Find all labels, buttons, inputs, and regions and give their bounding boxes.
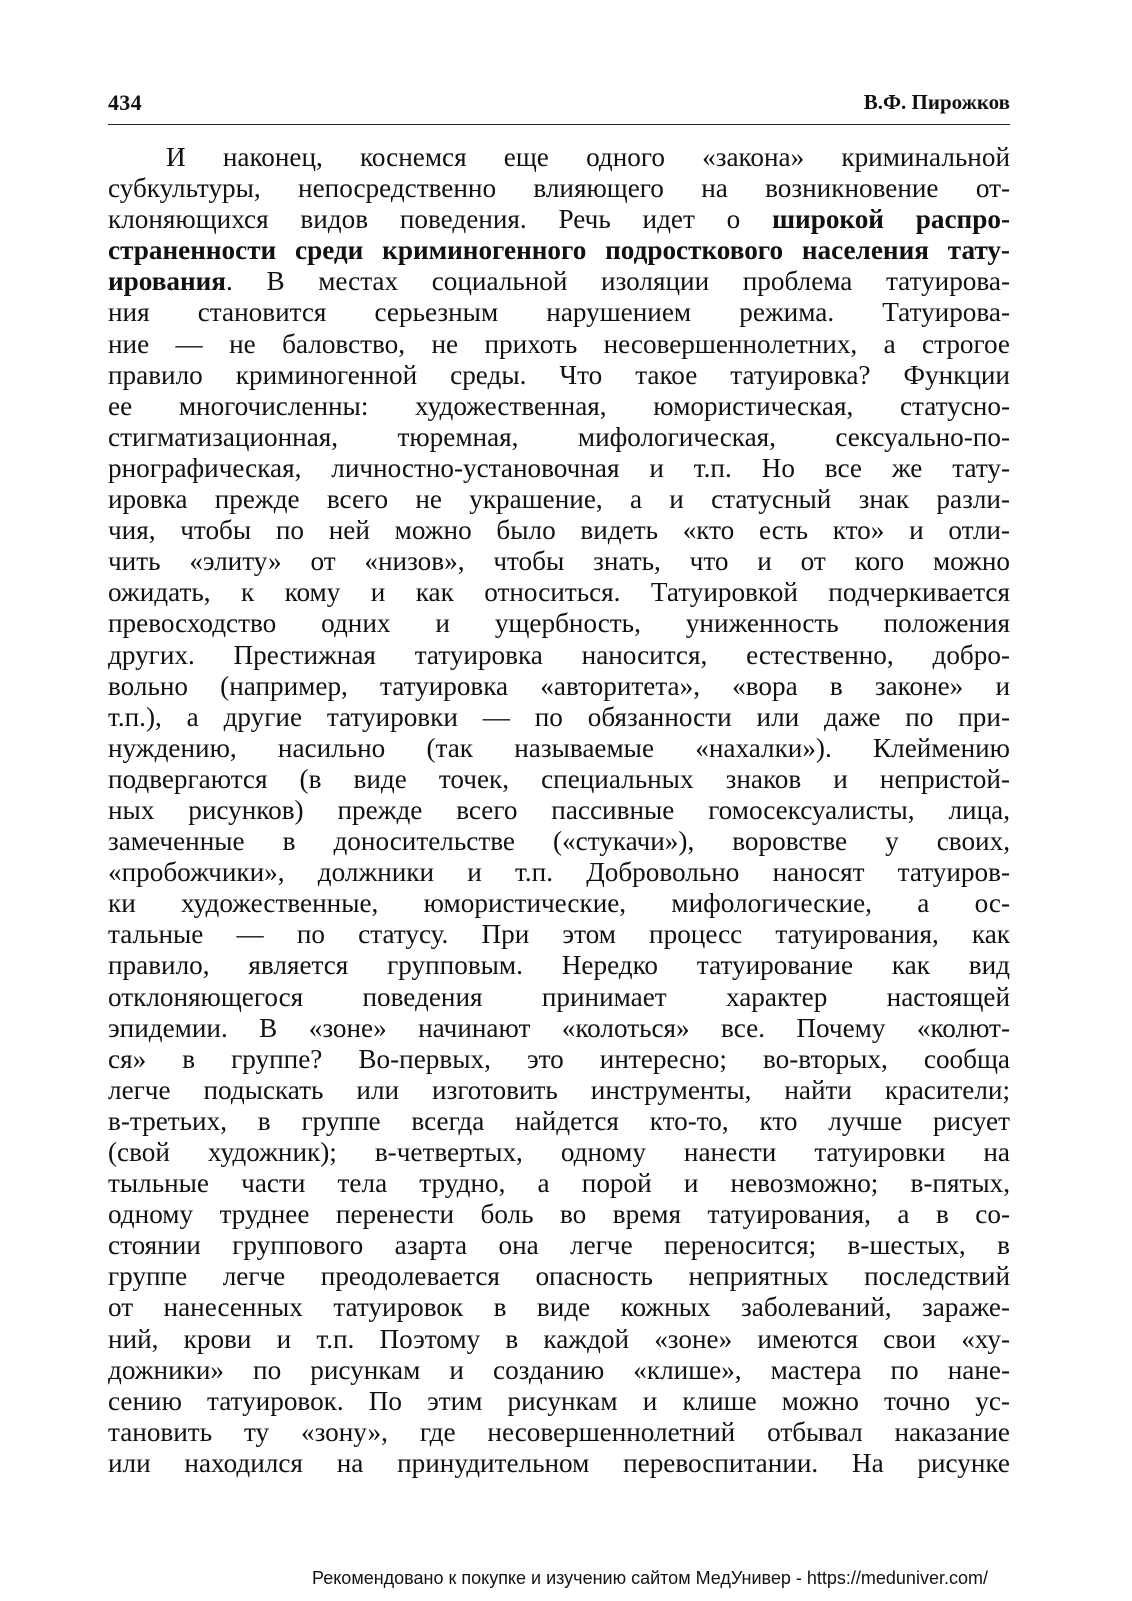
text-segment: стигматизационная, тюремная, мифологическая, сексуально-по- [108,421,1010,452]
text-line [108,422,1010,453]
text-line [108,453,1010,484]
bold-text-segment: широкой распро- [772,204,1010,235]
text-segment: тановить ту «зону», где несовершеннолетний отбывал наказание [108,1416,1010,1447]
text-line [108,702,1010,733]
text-segment: ния становится серьезным нарушением режима. Татуирова- [108,297,1010,328]
text-segment: чия, чтобы по ней можно было видеть «кто есть кто» и отли- [108,515,1010,546]
text-line [108,1106,1010,1137]
text-segment: других. Престижная татуировка наносится, естественно, добро- [108,639,1010,670]
text-line [108,608,1010,639]
text-line [108,857,1010,888]
text-line [108,391,1010,422]
text-line [108,577,1010,608]
text-line [108,1168,1010,1199]
text-line [108,826,1010,857]
text-segment: чить «элиту» от «низов», чтобы знать, что и от кого можно [108,546,1010,577]
text-segment: . В местах социальной изоляции проблема татуирова- [226,266,1010,297]
text-line [108,640,1010,671]
text-segment: ее многочисленны: художественная, юмористическая, статусно- [108,390,1010,421]
text-line [108,1448,1010,1479]
text-line [108,1355,1010,1386]
text-segment: эпидемии. В «зоне» начинают «колоться» все. Почему «колют- [108,1012,1010,1043]
text-line [108,733,1010,764]
text-segment: замеченные в доносительстве («стукачи»), воровстве у своих, [108,826,1010,857]
text-line [108,173,1010,204]
text-line [108,982,1010,1013]
text-line [108,142,1010,173]
text-line [108,1261,1010,1292]
text-segment: нуждению, насильно (так называемые «нахалки»). Клеймению [108,732,1010,763]
text-segment: легче подыскать или изготовить инструменты, найти красители; [108,1074,1010,1105]
text-segment: тыльные части тела трудно, а порой и невозможно; в-пятых, [108,1168,1010,1199]
text-segment: ожидать, к кому и как относиться. Татуировкой подчеркивается [108,577,1010,608]
text-segment: ных рисунков) прежде всего пассивные гомосексуалисты, лица, [108,794,1010,825]
text-segment: ки художественные, юмористические, мифологические, а ос- [108,888,1010,919]
text-line [108,1044,1010,1075]
text-line [108,1230,1010,1261]
text-segment: или находился на принудительном перевоспитании. На рисунке [108,1447,1010,1478]
text-line [108,204,1010,235]
text-segment: субкультуры, непосредственно влияющего на возникновение от- [108,173,1010,204]
text-line [108,1013,1010,1044]
text-line [108,1292,1010,1323]
text-segment: одному труднее перенести боль во время татуирования, а в со- [108,1199,1010,1230]
text-line [108,671,1010,702]
bold-text-segment: ирования [108,266,227,297]
text-segment: «пробожчики», должники и т.п. Добровольно наносят татуиров- [108,857,1010,888]
text-line [108,919,1010,950]
text-segment: ся» в группе? Во-первых, это интересно; во-вторых, сообща [108,1043,1010,1074]
text-line [108,546,1010,577]
text-segment: превосходство одних и ущербность, униженность положения [108,608,1010,639]
text-line [108,360,1010,391]
text-line [108,1075,1010,1106]
text-segment: группе легче преодолевается опасность неприятных последствий [108,1261,1010,1292]
text-segment: ний, крови и т.п. Поэтому в каждой «зоне» имеются свои «ху- [108,1323,1010,1354]
text-line [108,329,1010,360]
text-segment: т.п.), а другие татуировки — по обязанности или даже по при- [108,701,1010,732]
text-line [108,888,1010,919]
text-segment: тальные — по статусу. При этом процесс татуирования, как [108,919,1010,950]
text-segment: правило криминогенной среды. Что такое татуировка? Функции [108,359,1010,390]
text-segment: от нанесенных татуировок в виде кожных заболеваний, зараже- [108,1292,1010,1323]
text-line [108,795,1010,826]
bold-text-segment: страненности среди криминогенного подросткового населения тату- [108,235,1010,266]
text-line [108,266,1010,297]
text-segment: вольно (например, татуировка «авторитета», «вора в законе» и [108,670,1010,701]
text-segment: И наконец, коснемся еще одного «закона» криминальной [166,142,1010,172]
page-header [108,84,1010,125]
text-segment: правило, является групповым. Нередко татуирование как вид [108,950,1010,981]
text-segment: ировка прежде всего не украшение, а и статусный знак разли- [108,484,1010,515]
text-segment: ние — не баловство, не прихоть несовершеннолетних, а строгое [108,328,1010,359]
running-head-author: В.Ф. Пирожков [863,90,1010,114]
text-segment: рнографическая, личностно-установочная и т.п. Но все же тату- [108,452,1010,483]
text-segment: подвергаются (в виде точек, специальных знаков и непристой- [108,763,1010,794]
text-line [108,1324,1010,1355]
text-segment: (свой художник); в-четвертых, одному нанести татуировки на [108,1137,1010,1167]
text-line [108,1137,1010,1168]
text-line [108,764,1010,795]
text-line [108,1417,1010,1448]
text-line [108,1386,1010,1417]
text-line [108,515,1010,546]
text-segment: клоняющихся видов поведения. Речь идет о [108,204,773,235]
text-segment: сению татуировок. По этим рисункам и клише можно точно ус- [108,1385,1010,1416]
text-line [108,950,1010,981]
text-line [108,1199,1010,1230]
body-paragraph [108,142,1010,1479]
text-line [108,297,1010,328]
text-segment: стоянии группового азарта она легче переносится; в-шестых, в [108,1230,1010,1261]
text-segment: в-третьих, в группе всегда найдется кто-то, кто лучше рисует [108,1105,1010,1136]
text-line [108,484,1010,515]
page-number: 434 [108,90,142,115]
text-segment: отклоняющегося поведения принимает характер настоящей [108,981,1010,1012]
text-segment: дожники» по рисункам и созданию «клише», мастера по нане- [108,1354,1010,1385]
text-line [108,235,1010,266]
footer-recommendation-text: Рекомендовано к покупке и изучению сайтом МедУнивер - https://meduniver.com/ [312,1568,988,1588]
